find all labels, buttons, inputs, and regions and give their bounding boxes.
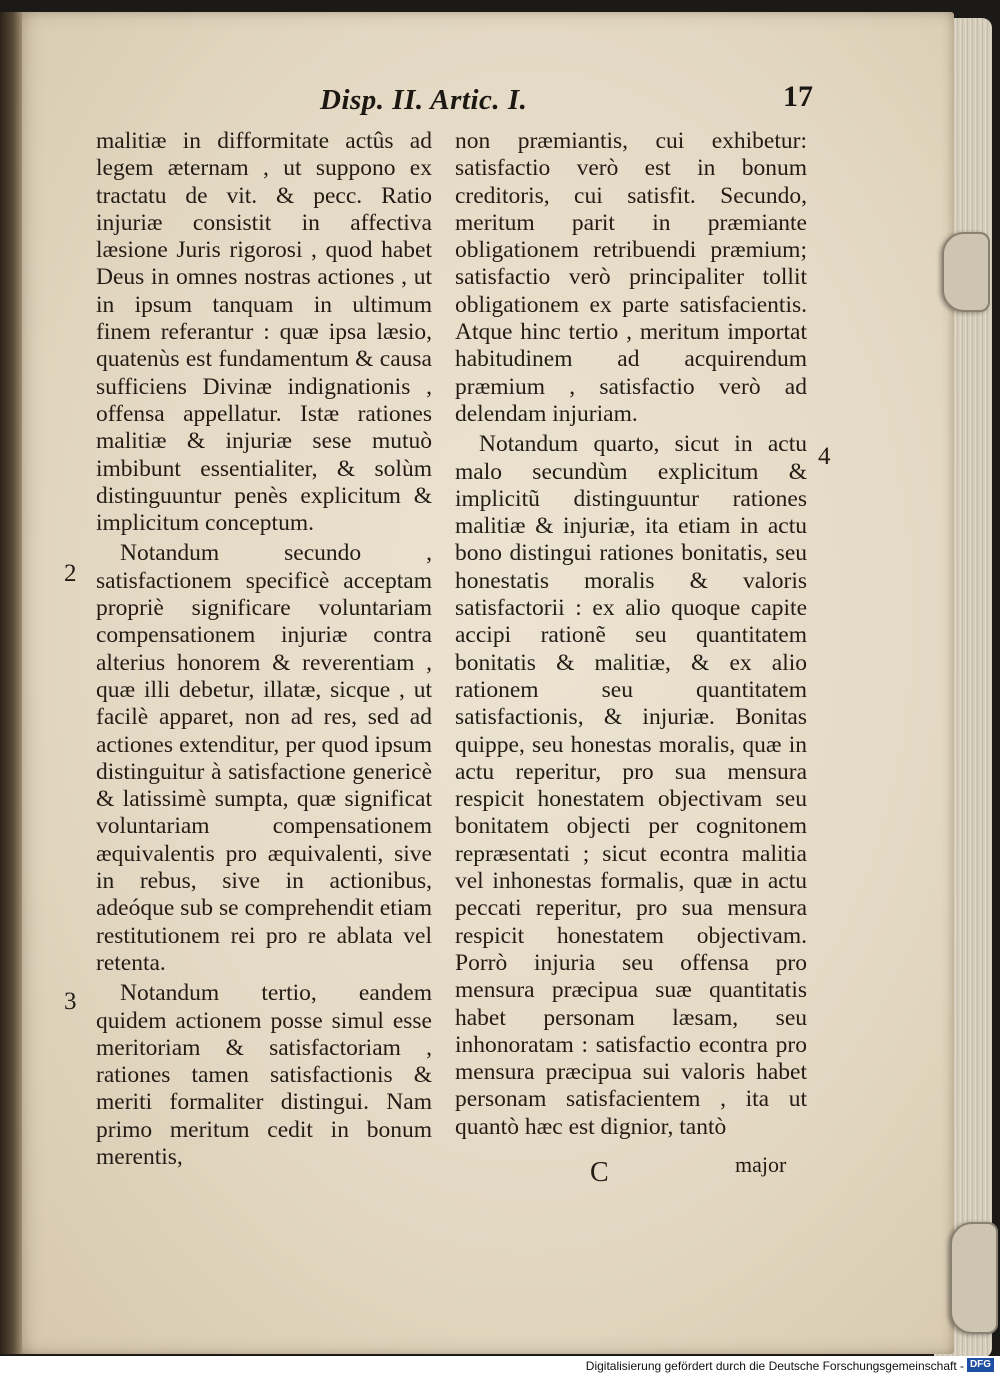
running-head: Disp. II. Artic. I. [320,84,528,116]
dfg-logo: DFG [967,1358,994,1372]
paragraph: Notandum quarto, sicut in actu malo secundùm explicitum & implicitũ distinguuntur rationes malitiæ & injuriæ, ita etiam in actu bono distingui rationes bonitatis, seu honestatis moralis & valoris satisfactorii : ex alio quoque capite accipi rationẽ seu quantitatem bonitatis & malitiæ, & ex alio rationem seu quantitatem satisfactionis, & injuriæ. Bonitas quippe, seu honestas moralis, quæ in actu reperitur, pro sua mensura respicit honestatem objectivam seu bonitatem objecti per cognitonem repræsentati ; sicut econtra malitia vel inhonestas formalis, quæ in actu peccati reperitur, pro sua mensura respicit honestatem objectivam. Porrò injuria seu offensa pro mensura præcipua suæ quantitatis habet personam læsam, seu inhonoratam : satisfactio econtra pro mensura præcipua sui valoris habet personam satisfacientem , ita ut quantò hæc est dignior, tantò [455,431,807,1140]
page-number: 17 [783,80,813,113]
left-column [96,128,432,1171]
page-tab-marker [950,1222,998,1334]
footer-credit: Digitalisierung gefördert durch die Deutsche Forschungsgemeinschaft - [585,1359,964,1373]
paragraph: non præmiantis, cui exhibetur: satisfactio verò est in bonum creditoris, cui satisfit. Secundo, meritum parit in præmiante obligationem retribuendi præmium; satisfactio verò principaliter tollit obligationem ex parte satisfacientis. Atque hinc tertio , meritum importat habitudinem ad acquirendum præmium , satisfactio verò ad delendam injuriam. [455,128,807,427]
margin-number: 4 [818,443,831,470]
page-tab-marker [942,232,990,312]
book-binding [0,12,22,1354]
right-column [455,128,807,1141]
margin-number: 2 [64,560,77,587]
signature-mark: C [590,1157,609,1188]
margin-number: 3 [64,988,77,1015]
paragraph: Notandum tertio, eandem quidem actionem posse simul esse meritoriam & satisfactoriam , rationes tamen satisfactionis & meriti formaliter distingui. Nam primo meritum cedit in bonum merentis, [96,980,432,1170]
paragraph: Notandum secundo , satisfactionem specificè acceptam propriè significare voluntariam compensationem injuriæ contra alterius honorem & reverentiam , quæ illi debetur, illatæ, sicque , ut facilè apparet, non ad res, sed ad actiones extenditur, per quod ipsum distinguitur à satisfactione genericè & latissimè sumpta, quæ significat voluntariam compensationem æquivalentis pro æquivalenti, sive in rebus, sive in actionibus, adeóque sub se comprehendit etiam restitutionem rei pro re ablata vel retenta. [96,540,432,976]
paragraph: malitiæ in difformitate actûs ad legem æternam , ut suppono ex tractatu de vit. & pecc. Ratio injuriæ consistit in affectiva læsione Juris rigorosi , quod habet Deus in omnes nostras actiones , ut in ipsum tanquam in ultimum finem referantur : quæ ipsa læsio, quatenùs est fundamentum & causa sufficiens Divinæ indignationis , offensa appellatur. Istæ rationes malitiæ & injuriæ sese mutuò imbibunt essentialiter, & solùm distinguuntur penès explicitum & implicitum conceptum. [96,128,432,537]
catchword: major [735,1152,787,1177]
